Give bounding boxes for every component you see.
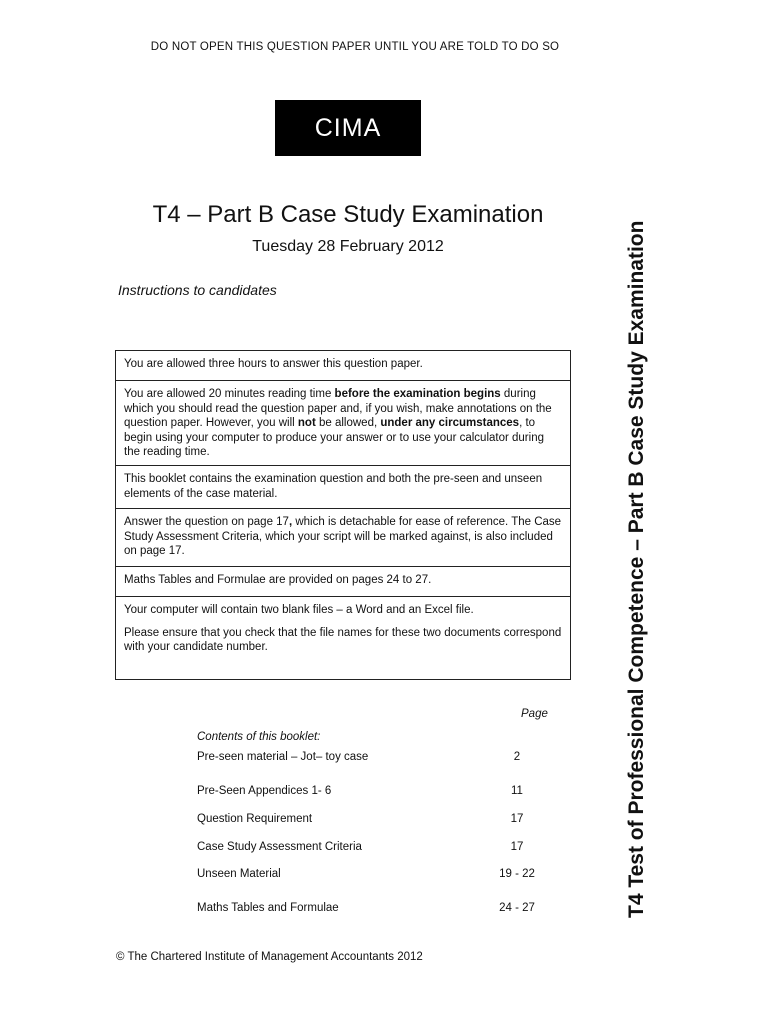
- instruction-answer: [116, 509, 570, 567]
- instructions-heading: Instructions to candidates: [118, 282, 277, 298]
- toc-page: 11: [511, 785, 523, 797]
- candidate-number-text: Please ensure that you check that the file names for these two documents correspond with your candidate number.: [124, 626, 562, 653]
- instruction-booklet: [116, 466, 570, 509]
- copyright-notice: © The Chartered Institute of Management Accountants 2012: [116, 951, 423, 963]
- answer-text-1: Answer the question on page 17: [124, 516, 289, 528]
- toc-label: Pre-Seen Appendices 1- 6: [197, 785, 332, 797]
- instruction-computer-files: [116, 597, 570, 661]
- contents-heading: Contents of this booklet:: [197, 731, 321, 743]
- top-warning: DO NOT OPEN THIS QUESTION PAPER UNTIL YOU ARE TOLD TO DO SO: [150, 41, 560, 53]
- reading-time-bold-1: before the examination begins: [334, 388, 501, 400]
- instruction-reading-time: [116, 381, 570, 466]
- reading-time-bold-2: not: [297, 417, 316, 429]
- toc-label: Unseen Material: [197, 868, 281, 880]
- toc-page: 17: [510, 841, 524, 853]
- vertical-side-title: T4 Test of Professional Competence – Part B Case Study Examination: [625, 220, 648, 918]
- toc-label: Question Requirement: [197, 813, 313, 825]
- reading-time-text-4: , to begin using your computer to produce your answer or to use your calculator during the reading time.: [124, 417, 544, 458]
- exam-title: T4 – Part B Case Study Examination: [152, 201, 544, 228]
- page-column-heading: Page: [521, 708, 548, 720]
- reading-time-bold-3: under any circumstances: [380, 417, 520, 429]
- computer-files-text: Your computer will contain two blank files – a Word and an Excel file.: [124, 604, 474, 616]
- reading-time-text-2: during which you should read the question paper and, if you wish, make annotations on the question paper. However, you will: [124, 388, 552, 429]
- toc-page: 2: [513, 751, 521, 763]
- toc-label: Maths Tables and Formulae: [197, 902, 339, 914]
- answer-comma: ,: [288, 516, 293, 528]
- cima-logo: [275, 100, 421, 156]
- toc-label: Case Study Assessment Criteria: [197, 841, 362, 853]
- toc-page: 17: [510, 813, 524, 825]
- toc-page: 19 - 22: [499, 868, 535, 880]
- instructions-box: [115, 350, 571, 680]
- instruction-time: [116, 351, 570, 381]
- cima-logo-text: CIMA: [314, 113, 382, 142]
- instruction-booklet-text: This booklet contains the examination question and both the pre-seen and unseen elements of the case material.: [124, 473, 543, 500]
- answer-text-2: which is detachable for ease of reference. The Case Study Assessment Criteria, which your script will be marked against, is also included on page 17.: [124, 516, 562, 557]
- reading-time-text-1: You are allowed 20 minutes reading time: [124, 388, 335, 400]
- instruction-maths-text: Maths Tables and Formulae are provided on pages 24 to 27.: [124, 574, 432, 586]
- toc-page: 24 - 27: [499, 902, 535, 914]
- instruction-maths-tables: [116, 567, 570, 597]
- reading-time-text-3: be allowed,: [315, 417, 381, 429]
- toc-label: Pre-seen material – Jot– toy case: [197, 751, 369, 763]
- exam-date: Tuesday 28 February 2012: [252, 238, 444, 255]
- instruction-time-text: You are allowed three hours to answer this question paper.: [124, 358, 423, 370]
